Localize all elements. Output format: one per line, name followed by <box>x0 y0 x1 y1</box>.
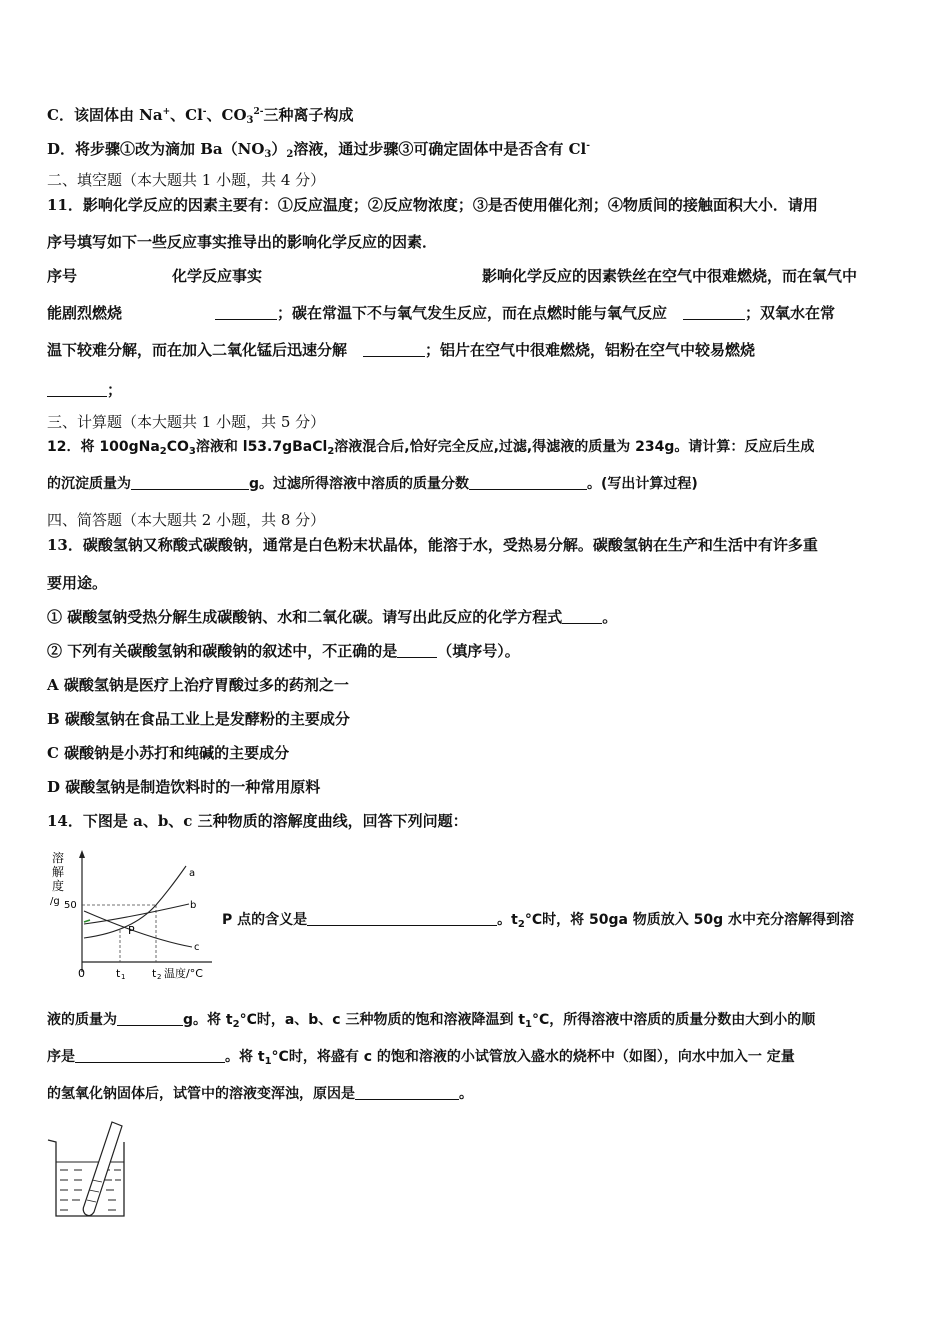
section-4-heading: 四、简答题（本大题共 2 小题，共 8 分） <box>47 511 326 529</box>
q14-text: P 点的含义是 <box>222 912 308 928</box>
superscript: - <box>586 141 590 151</box>
col-seq: 序号 <box>47 267 78 285</box>
answer-blank[interactable] <box>47 382 107 397</box>
subscript: 1 <box>525 1019 533 1030</box>
option-c-text: 、CO <box>206 106 247 124</box>
q12-line-2 <box>47 474 698 494</box>
section-3-heading: 三、计算题（本大题共 1 小题，共 5 分） <box>47 413 326 431</box>
answer-blank[interactable] <box>117 1011 183 1026</box>
q13-part-1 <box>47 607 617 627</box>
q13-line-1: 13．碳酸氢钠又称酸式碳酸钠，通常是白色粉末状晶体，能溶于水，受热易分解。碳酸氢钠在生产和生活中有许多重 <box>47 536 818 554</box>
x-axis-label: 温度/°C <box>164 967 203 980</box>
curve-b-label: b <box>190 900 197 911</box>
q12-text: 。(写出计算过程) <box>587 476 698 492</box>
q14-text: °C时，a、b、c 三种物质的饱和溶液降温到 t <box>239 1012 526 1028</box>
option-c-text: 三种离子构成 <box>263 106 354 124</box>
q12-text: g。过滤所得溶液中溶质的质量分数 <box>249 476 470 492</box>
q14-text: 。t <box>497 912 518 928</box>
q13-part-2 <box>47 641 520 661</box>
q13-option-d: D 碳酸氢钠是制造饮料时的一种常用原料 <box>47 778 321 796</box>
q12-text: 溶液和 l53.7gBaCl <box>195 439 328 455</box>
origin-label: 0 <box>78 967 85 980</box>
subscript: 3 <box>264 149 272 160</box>
y-unit: /g <box>50 896 60 907</box>
beaker-illustration <box>44 1118 134 1222</box>
q11-row-3 <box>47 380 122 400</box>
subscript: 2 <box>286 149 294 160</box>
subscript: 1 <box>264 1056 272 1067</box>
subscript: 2 <box>517 919 525 930</box>
subscript: 2 <box>327 446 335 457</box>
subscript: 2 <box>159 446 167 457</box>
answer-blank[interactable] <box>683 305 745 320</box>
option-c <box>47 102 354 131</box>
q11-text: ；铝片在空气中很难燃烧，铝粉在空气中较易燃烧 <box>425 341 756 359</box>
q12-text: 12．将 100gNa <box>47 439 160 455</box>
q14-text: 。 <box>459 1086 473 1102</box>
subscript: 3 <box>188 446 196 457</box>
x-tick-t2-sub: 2 <box>157 973 162 980</box>
q13-text: （填序号）。 <box>437 642 520 660</box>
subscript: 3 <box>246 115 254 126</box>
curve-c <box>84 911 192 947</box>
q11-text: ；双氧水在常 <box>745 304 836 322</box>
q14-text: 液的质量为 <box>47 1012 117 1028</box>
option-c-text: C．该固体由 Na <box>47 106 163 124</box>
answer-blank[interactable] <box>562 609 602 624</box>
q13-text: ② 下列有关碳酸氢钠和碳酸钠的叙述中，不正确的是 <box>47 642 398 660</box>
answer-blank[interactable] <box>397 643 437 658</box>
test-tube <box>83 1122 122 1216</box>
subscript: 2 <box>232 1019 240 1030</box>
q13-text: 。 <box>602 608 618 626</box>
x-tick-t1: t <box>116 967 121 980</box>
superscript: 2- <box>253 107 264 117</box>
q11-row-2 <box>47 340 755 360</box>
col-fact: 化学反应事实 <box>172 267 263 285</box>
q14-text: 序是 <box>47 1049 75 1065</box>
q14-line-p <box>222 910 854 935</box>
q14-text: °C，所得溶液中溶质的质量分数由大到小的顺 <box>532 1012 816 1028</box>
option-d-text: 溶液，通过步骤③可确定固体中是否含有 Cl <box>293 140 587 158</box>
y-tick-50: 50 <box>64 900 77 911</box>
q13-option-c: C 碳酸钠是小苏打和纯碱的主要成分 <box>47 744 290 762</box>
x-tick-t1-sub: 1 <box>121 973 126 980</box>
solubility-graph <box>44 846 222 980</box>
q11-text: 温下较难分解，而在加入二氧化锰后迅速分解 <box>47 341 348 359</box>
point-p-label: P <box>128 924 135 937</box>
q11-table-header <box>47 266 857 286</box>
q11-text: ； <box>107 381 123 399</box>
q13-option-b: B 碳酸氢钠在食品工业上是发酵粉的主要成分 <box>47 710 350 728</box>
q12-line-1 <box>47 437 814 462</box>
superscript: + <box>162 107 171 117</box>
q11-line-2: 序号填写如下一些反应事实推导出的影响化学反应的因素． <box>47 233 438 251</box>
option-c-text: 、Cl <box>170 106 203 124</box>
y-label-3: 度 <box>52 879 65 893</box>
q11-text: 能剧烈燃烧 <box>47 304 123 322</box>
y-label-2: 解 <box>52 865 65 879</box>
x-tick-t2: t <box>152 967 157 980</box>
answer-blank[interactable] <box>75 1048 225 1063</box>
q12-text: CO <box>166 439 189 455</box>
q13-text: ① 碳酸氢钠受热分解生成碳酸钠、水和二氧化碳。请写出此反应的化学方程式 <box>47 608 563 626</box>
col-factor: 影响化学反应的因素铁丝在空气中很难燃烧，而在氧气中 <box>482 267 858 285</box>
answer-blank[interactable] <box>469 475 587 490</box>
answer-blank[interactable] <box>215 305 277 320</box>
y-label-1: 溶 <box>52 851 65 865</box>
q14-line-2 <box>47 1010 815 1035</box>
q12-text: 的沉淀质量为 <box>47 476 131 492</box>
curve-a-label: a <box>189 868 196 879</box>
answer-blank[interactable] <box>363 342 425 357</box>
q14-line-3 <box>47 1047 795 1072</box>
option-d <box>47 136 590 165</box>
q11-text: ；碳在常温下不与氧气发生反应，而在点燃时能与氧气反应 <box>277 304 668 322</box>
q14-text: °C时，将盛有 c 的饱和溶液的小试管放入盛水的烧杯中（如图），向水中加入一 定量 <box>271 1049 795 1065</box>
q13-option-a: A 碳酸氢钠是医疗上治疗胃酸过多的药剂之一 <box>47 676 349 694</box>
q11-row-1 <box>47 303 835 323</box>
option-d-text: D．将步骤①改为滴加 Ba（NO <box>47 140 265 158</box>
curve-c-label: c <box>194 942 200 953</box>
q11-line-1: 11．影响化学反应的因素主要有：①反应温度；②反应物浓度；③是否使用催化剂；④物质间的接触面积大小．请用 <box>47 196 818 214</box>
q14-line-4 <box>47 1084 473 1104</box>
option-d-text: ） <box>271 140 287 158</box>
q13-line-2: 要用途。 <box>47 574 108 592</box>
q12-text: 溶液混合后,恰好完全反应,过滤,得滤液的质量为 234g。请计算：反应后生成 <box>334 439 815 455</box>
answer-blank[interactable] <box>355 1085 459 1100</box>
y-axis-arrow <box>79 850 85 858</box>
section-2-heading: 二、填空题（本大题共 1 小题，共 4 分） <box>47 171 326 189</box>
q14-line-1: 14．下图是 a、b、c 三种物质的溶解度曲线，回答下列问题： <box>47 812 468 830</box>
answer-blank[interactable] <box>131 475 249 490</box>
green-mark <box>84 920 90 922</box>
q14-text: 。将 t <box>225 1049 265 1065</box>
q14-text: 的氢氧化钠固体后，试管中的溶液变浑浊，原因是 <box>47 1086 355 1102</box>
curve-a <box>84 866 186 938</box>
q14-text: g。将 t <box>183 1012 233 1028</box>
superscript: - <box>202 107 207 117</box>
answer-blank[interactable] <box>307 911 497 926</box>
q14-text: °C时，将 50ga 物质放入 50g 水中充分溶解得到溶 <box>524 912 855 928</box>
